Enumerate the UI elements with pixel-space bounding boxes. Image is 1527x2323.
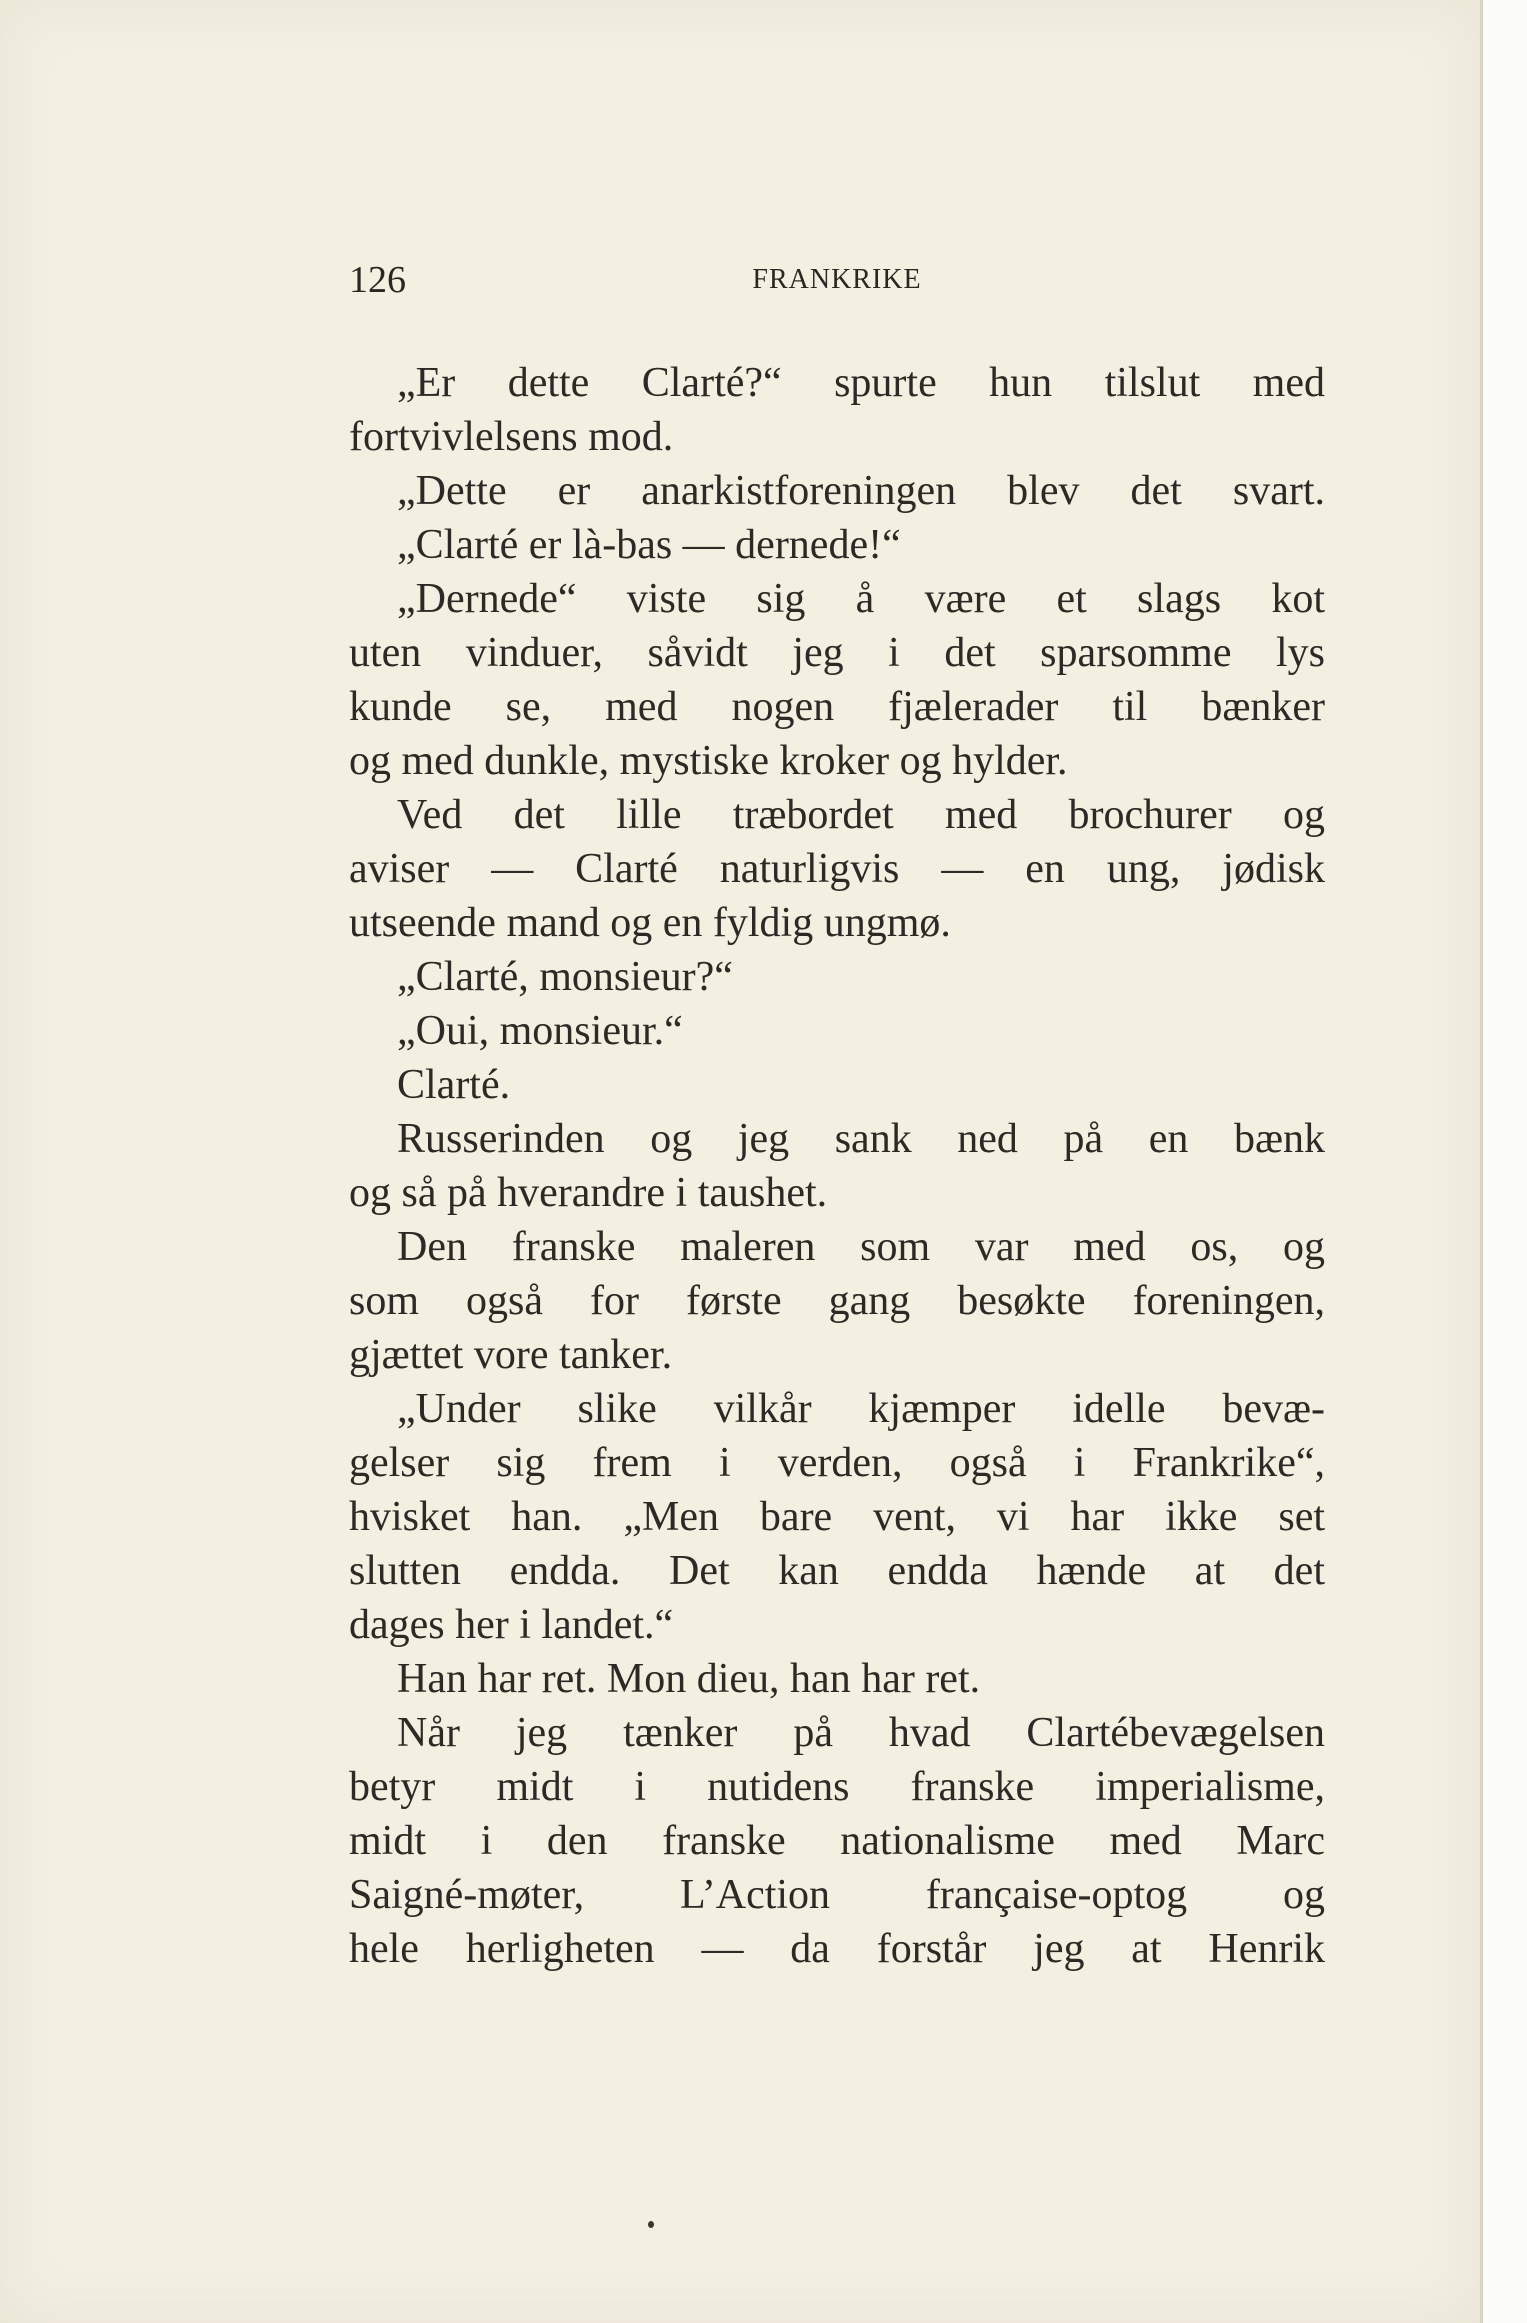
running-title: FRANKRIKE xyxy=(752,264,922,295)
text-line: gelser sig frem i verden, også i Frankrike“, xyxy=(349,1440,1325,1486)
text-line: Han har ret. Mon dieu, han har ret. xyxy=(397,1656,981,1702)
text-line: Den franske maleren som var med os, og xyxy=(397,1224,1325,1270)
page-number: 126 xyxy=(349,259,406,301)
text-line: utseende mand og en fyldig ungmø. xyxy=(349,900,951,946)
text-line: som også for første gang besøkte foreningen, xyxy=(349,1278,1325,1324)
text-line: kunde se, med nogen fjælerader til bænker xyxy=(349,684,1325,730)
text-line: og med dunkle, mystiske kroker og hylder. xyxy=(349,738,1068,784)
text-line: „Oui, monsieur.“ xyxy=(397,1008,683,1054)
page-header xyxy=(349,258,1325,308)
text-line: uten vinduer, såvidt jeg i det sparsomme lys xyxy=(349,630,1325,676)
text-line: slutten endda. Det kan endda hænde at det xyxy=(349,1548,1325,1594)
text-line: og så på hverandre i taushet. xyxy=(349,1170,828,1216)
text-line: Når jeg tænker på hvad Clartébevægelsen xyxy=(397,1710,1325,1756)
text-line: „Er dette Clarté?“ spurte hun tilslut med xyxy=(397,360,1325,406)
body-text xyxy=(349,356,1325,1976)
text-line: Saigné-møter, L’Action française-optog og xyxy=(349,1872,1325,1918)
text-line: Russerinden og jeg sank ned på en bænk xyxy=(397,1116,1325,1162)
text-line: midt i den franske nationalisme med Marc xyxy=(349,1818,1325,1864)
text-line: hele herligheten — da forstår jeg at Henrik xyxy=(349,1926,1325,1972)
text-line: „Clarté er là-bas — dernede!“ xyxy=(397,522,901,568)
text-line: gjættet vore tanker. xyxy=(349,1332,673,1378)
text-line: Ved det lille træbordet med brochurer og xyxy=(397,792,1325,838)
text-line: aviser — Clarté naturligvis — en ung, jødisk xyxy=(349,846,1325,892)
text-line: „Clarté, monsieur?“ xyxy=(397,954,733,1000)
text-line: „Dernede“ viste sig å være et slags kot xyxy=(397,576,1325,622)
text-line: dages her i landet.“ xyxy=(349,1602,674,1648)
text-line: betyr midt i nutidens franske imperialisme, xyxy=(349,1764,1325,1810)
text-line: Clarté. xyxy=(397,1062,511,1108)
text-line: fortvivlelsens mod. xyxy=(349,414,674,460)
text-line: „Under slike vilkår kjæmper idelle bevæ- xyxy=(397,1386,1325,1432)
ink-speck xyxy=(648,2221,654,2228)
scan-margin xyxy=(1483,0,1527,2323)
text-line: hvisket han. „Men bare vent, vi har ikke set xyxy=(349,1494,1325,1540)
text-line: „Dette er anarkistforeningen blev det svart. xyxy=(397,468,1325,514)
